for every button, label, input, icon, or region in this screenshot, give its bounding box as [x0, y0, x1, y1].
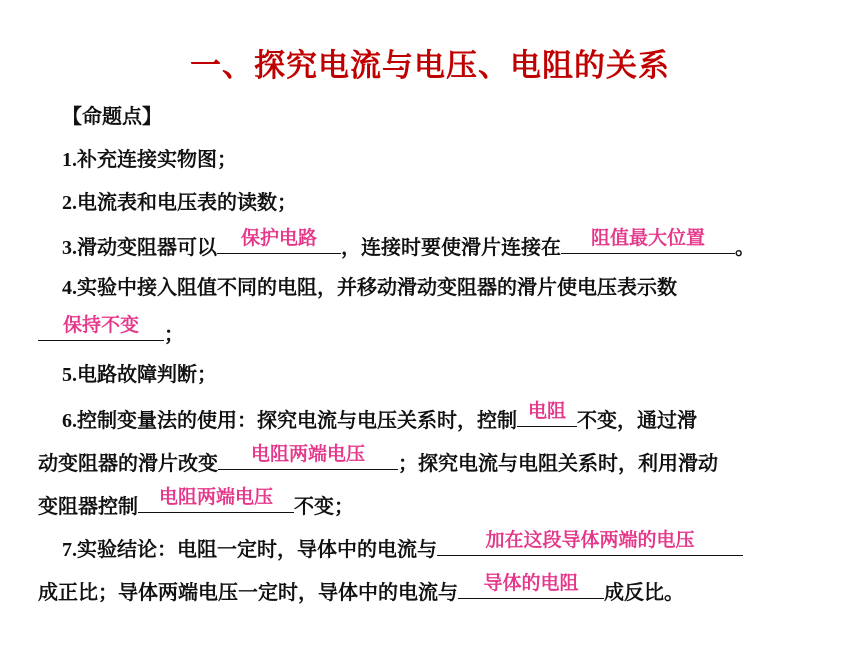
- item-number: 3.: [62, 237, 77, 259]
- item-text: 控制变量法的使用：探究电流与电压关系时，控制: [77, 408, 517, 432]
- answer-blank: [38, 314, 164, 341]
- item-2: [62, 189, 297, 216]
- answer-text: 保护电路: [240, 227, 318, 249]
- item-text: 电流表和电压表的读数；: [77, 190, 297, 214]
- answer-blank: [217, 227, 341, 254]
- answer-blank: [561, 227, 735, 254]
- item-6: [62, 400, 697, 434]
- item-number: 6.: [62, 410, 77, 432]
- item-text: 变阻器控制: [38, 494, 138, 518]
- answer-text: 电阻两端电压: [158, 486, 274, 508]
- item-number: 1.: [62, 149, 77, 171]
- answer-text: 阻值最大位置: [590, 227, 706, 249]
- item-text: ；探究电流与电阻关系时，利用滑动: [398, 451, 718, 475]
- section-label: 【命题点】: [62, 104, 162, 128]
- item-4-cont: [38, 314, 184, 347]
- item-6-line-2: [38, 443, 718, 476]
- answer-blank: [437, 529, 743, 556]
- answer-text: 导体的电阻: [483, 572, 579, 594]
- answer-text: 保持不变: [62, 314, 140, 336]
- item-text: 电路故障判断；: [77, 362, 217, 386]
- item-number: 2.: [62, 192, 77, 214]
- item-text: 。: [735, 235, 755, 259]
- item-text: 成反比。: [604, 580, 684, 604]
- item-text: 实验中接入阻值不同的电阻，并移动滑动变阻器的滑片使电压表示数: [77, 275, 677, 299]
- item-text: 实验结论：电阻一定时，导体中的电流与: [77, 537, 437, 561]
- page-title: 一、探究电流与电压、电阻的关系: [190, 48, 670, 84]
- item-3: [62, 227, 755, 261]
- item-6-line-3: [38, 486, 354, 519]
- answer-blank: [138, 486, 294, 513]
- item-number: 4.: [62, 277, 77, 299]
- item-4: [62, 274, 677, 301]
- answer-text: 电阻: [527, 400, 567, 422]
- item-number: 5.: [62, 364, 77, 386]
- item-1: [62, 146, 237, 173]
- item-text: 滑动变阻器可以: [77, 235, 217, 259]
- answer-blank: [458, 572, 604, 599]
- answer-text: 电阻两端电压: [250, 443, 366, 465]
- item-text: 不变，通过滑: [577, 408, 697, 432]
- item-7: [62, 529, 743, 563]
- item-5: [62, 361, 217, 388]
- answer-text: 加在这段导体两端的电压: [485, 529, 695, 551]
- item-text: ，连接时要使滑片连接在: [341, 235, 561, 259]
- item-text: 补充连接实物图；: [77, 147, 237, 171]
- item-text: 动变阻器的滑片改变: [38, 451, 218, 475]
- answer-blank: [517, 400, 577, 427]
- answer-blank: [218, 443, 398, 470]
- item-text: 不变；: [294, 494, 354, 518]
- item-text: 成正比；导体两端电压一定时，导体中的电流与: [38, 580, 458, 604]
- item-7-line-2: [38, 572, 684, 605]
- item-text: ；: [164, 322, 184, 346]
- item-number: 7.: [62, 539, 77, 561]
